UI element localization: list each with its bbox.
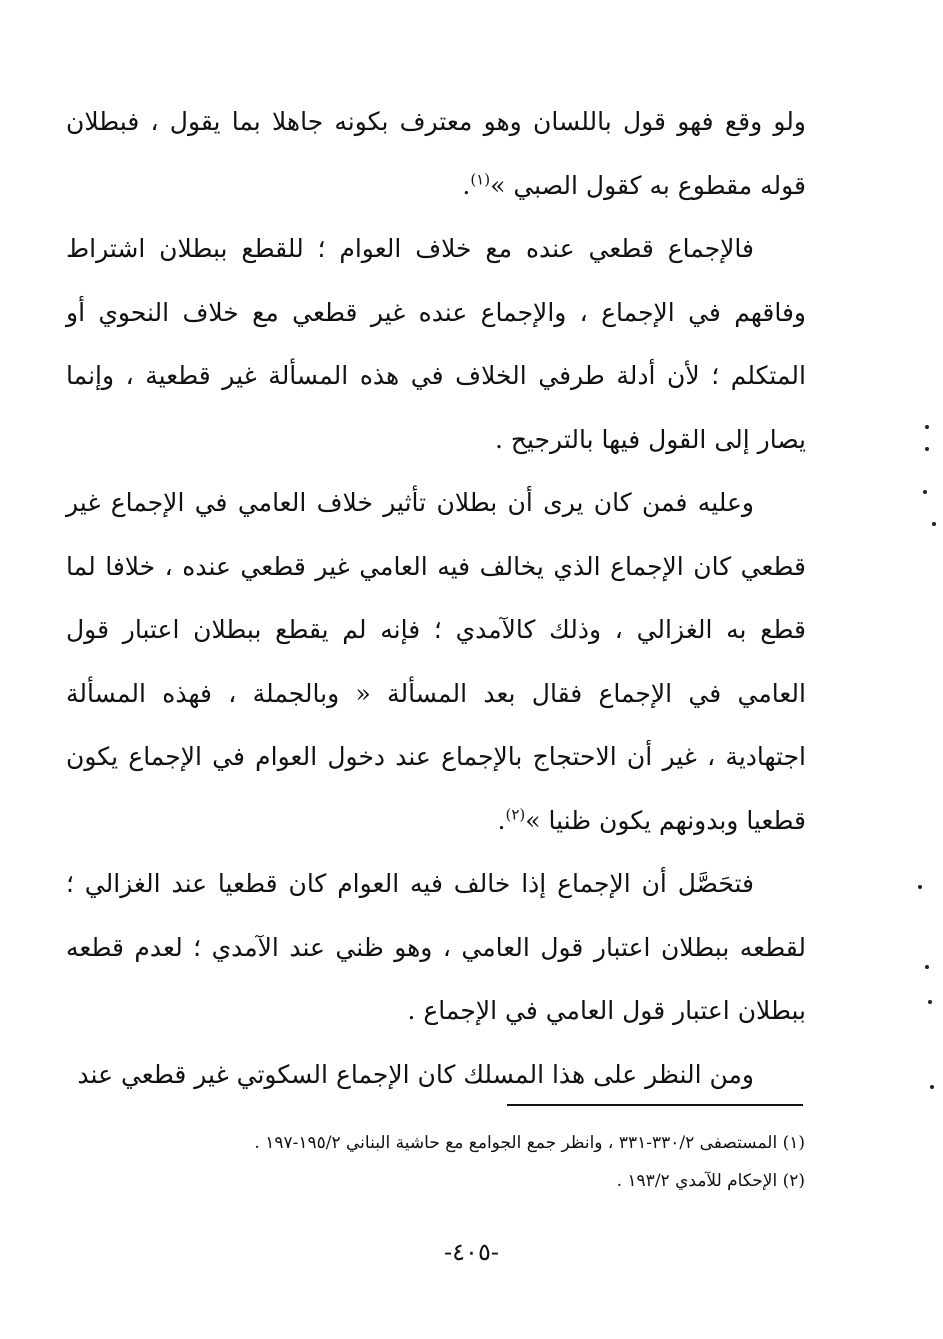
scan-speck (930, 1085, 934, 1089)
footnote-ref-2[interactable]: (٢) (505, 805, 526, 824)
paragraph-2-text: فالإجماع قطعي عنده مع خلاف العوام ؛ للقطع ببطلان اشتراط وفاقهم في الإجماع ، والإجماع عنده غير قطعي مع خلاف النحوي أو المتكلم ؛ لأن أدلة طرفي الخلاف في هذه المسألة غير قطعية ، وإنما يصار إلى القول فيها بالترجيح . (66, 234, 806, 454)
paragraph-4 (66, 852, 806, 1043)
scan-speck (925, 965, 929, 969)
main-text (66, 90, 806, 1106)
paragraph-1-text: ولو وقع فهو قول باللسان وهو معترف بكونه جاهلا بما يقول ، فبطلان قوله مقطوع به كقول الصبي » (66, 107, 806, 200)
scan-speck (925, 447, 929, 451)
paragraph-1-end: . (462, 170, 471, 200)
footnotes (100, 1124, 805, 1200)
paragraph-2 (66, 217, 806, 471)
footnote-2: (٢) الإحكام للآمدي ١٩٣/٢ . (616, 1171, 805, 1191)
paragraph-4-text: فتحَصَّل أن الإجماع إذا خالف فيه العوام كان قطعيا عند الغزالي ؛ لقطعه ببطلان اعتبار قول العامي ، وهو ظني عند الآمدي ؛ لعدم قطعه ببطلان اعتبار قول العامي في الإجماع . (66, 869, 806, 1025)
paragraph-3-end: . (497, 805, 506, 835)
scan-speck (932, 522, 936, 526)
paragraph-5 (66, 1043, 806, 1107)
scan-speck (918, 885, 922, 889)
paragraph-5-text: ومن النظر على هذا المسلك كان الإجماع السكوتي غير قطعي عند (77, 1059, 754, 1089)
scan-speck (923, 490, 927, 494)
paragraph-3 (66, 471, 806, 852)
scan-speck (928, 1000, 932, 1004)
scan-speck (925, 425, 929, 429)
paragraph-3-text: وعليه فمن كان يرى أن بطلان تأثير خلاف العامي في الإجماع غير قطعي كان الإجماع الذي يخالف فيه العامي غير قطعي عنده ، خلافا لما قطع به الغزالي ، وذلك كالآمدي ؛ فإنه لم يقطع ببطلان اعتبار قول العامي في الإجماع فقال بعد المسألة « وبالجملة ، فهذه المسألة اجتهادية ، غير أن الاحتجاج بالإجماع عند دخول العوام في الإجماع يكون قطعيا وبدونهم يكون ظنيا » (66, 488, 806, 835)
page-number: -٤٠٥- (444, 1238, 499, 1266)
footnote-separator (507, 1104, 803, 1106)
paragraph-1 (66, 90, 806, 217)
footnote-ref-1[interactable]: (١) (470, 170, 491, 189)
footnote-1: (١) المستصفى ٣٣٠/٢-٣٣١ ، وانظر جمع الجوامع مع حاشية البناني ١٩٥/٢-١٩٧ . (254, 1133, 805, 1153)
